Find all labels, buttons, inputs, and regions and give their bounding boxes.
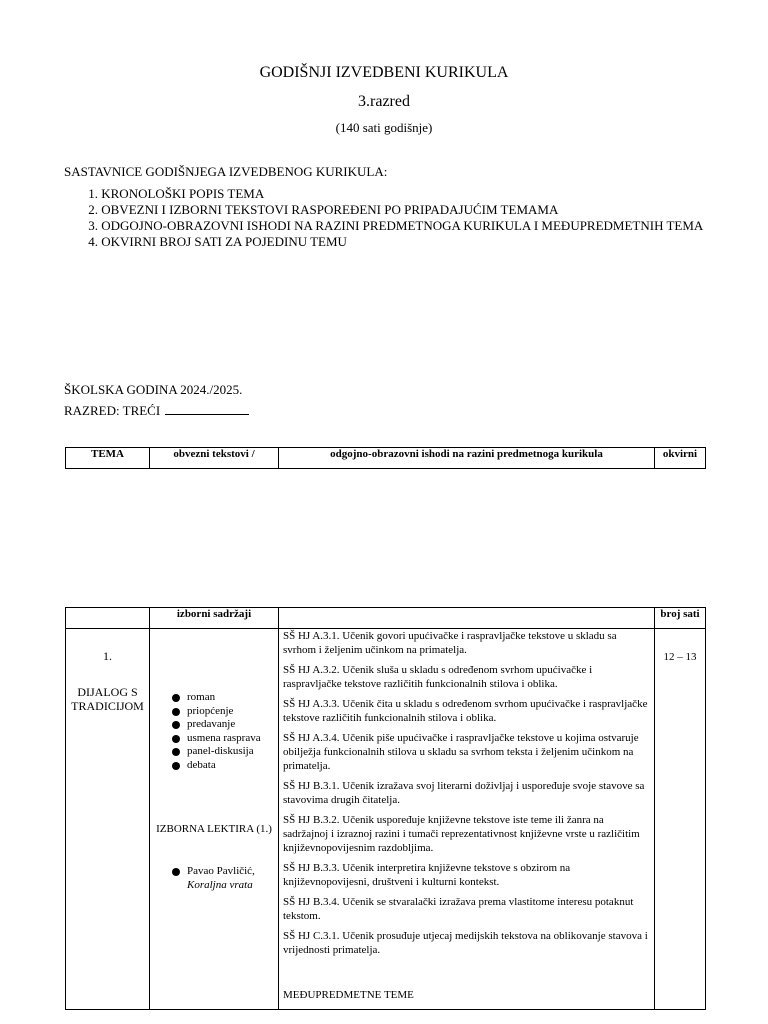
outcomes-cell	[279, 629, 655, 1010]
list-item	[64, 202, 703, 218]
outcome: SŠ HJ A.3.1. Učenik govori upućivačke i raspravljačke tekstove u skladu sa svrhom i željenim učinkom na primatelja.	[283, 630, 617, 656]
table-row	[66, 448, 706, 469]
list-item: predavanje	[150, 718, 261, 732]
list-item-number: 3.	[88, 218, 98, 233]
outcome: SŠ HJ B.3.3. Učenik interpretira književne tekstove s obzirom na književnopovijesni, društveni i kulturni kontekst.	[283, 862, 571, 888]
document-hours: (140 sati godišnje)	[335, 120, 433, 135]
list-item	[150, 865, 255, 892]
topic-name: DIJALOG S TRADICIJOM	[71, 685, 144, 713]
components-heading: SASTAVNICE GODIŠNJEGA IZVEDBENOG KURIKULA:	[64, 164, 388, 179]
list-item-number: 2.	[88, 202, 98, 217]
outcome: SŠ HJ A.3.3. Učenik čita u skladu s određenom svrhom upućivačke i raspravljačke tekstove različitih funkcionalnih stilova i oblika.	[283, 698, 648, 724]
document-title: GODIŠNJI IZVEDBENI KURIKULA	[259, 64, 509, 81]
list-item	[64, 234, 703, 250]
list-item	[64, 218, 703, 234]
hours-value: 12 – 13	[663, 651, 697, 663]
document-grade: 3.razred	[358, 93, 410, 110]
outcome: SŠ HJ A.3.4. Učenik piše upućivačke i raspravljačke tekstove u kojima ostvaruje obilježja funkcionalnih stilova u skladu sa svrhom teksta i željenim učinkom na primatelja.	[283, 732, 639, 772]
header-cell-texts: obvezni tekstovi /	[150, 448, 279, 469]
reading-author: Pavao Pavličić,	[187, 865, 255, 877]
cross-curricular-label: MEĐUPREDMETNE TEME	[283, 989, 414, 1001]
curriculum-table	[65, 607, 706, 1010]
subheader-cell-hours: broj sati	[655, 608, 706, 629]
table-row	[66, 608, 706, 629]
topic-cell	[66, 629, 150, 1010]
topic-number: 1.	[103, 649, 112, 663]
hours-cell	[655, 629, 706, 1010]
header-cell-topic: TEMA	[66, 448, 150, 469]
header-table	[65, 447, 706, 469]
table-row	[66, 629, 706, 1010]
elective-reading-label: IZBORNA LEKTIRA (1.)	[156, 823, 272, 835]
list-item-number: 1.	[88, 186, 98, 201]
list-item: usmena rasprava	[150, 732, 261, 746]
outcome: SŠ HJ B.3.2. Učenik uspoređuje književne tekstove iste teme ili žanra na sadržajnoj i izraznoj razini i tumači reprezentativnost književne vrste u različitim književnopovijesnim razdobljima.	[283, 814, 640, 854]
grade-line	[64, 403, 249, 419]
grade-line-text: RAZRED: TREĆI	[64, 403, 161, 418]
outcome: SŠ HJ A.3.2. Učenik sluša u skladu s određenom svrhom upućivačke i raspravljačke tekstove različitih funkcionalnih stilova i oblika.	[283, 664, 593, 690]
outcome: SŠ HJ B.3.4. Učenik se stvaralački izražava prema vlastitome interesu potaknut tekstom.	[283, 896, 634, 922]
subheader-cell-elective: izborni sadržaji	[150, 608, 279, 629]
header-cell-hours: okvirni	[655, 448, 706, 469]
list-item-text: ODGOJNO-OBRAZOVNI ISHODI NA RAZINI PREDMETNOGA KURIKULA I MEĐUPREDMETNIH TEMA	[101, 218, 704, 233]
school-year: ŠKOLSKA GODINA 2024./2025.	[64, 382, 243, 397]
list-item	[64, 186, 703, 202]
outcome: SŠ HJ B.3.1. Učenik izražava svoj literarni doživljaj i uspoređuje svoje stavove sa stavovima drugih čitatelja.	[283, 780, 645, 806]
header-cell-outcomes: odgojno-obrazovni ishodi na razini predmetnoga kurikula	[279, 448, 655, 469]
list-item-number: 4.	[88, 234, 98, 249]
reading-title: Koraljna vrata	[187, 878, 253, 891]
list-item: panel-diskusija	[150, 745, 261, 759]
reading-list	[150, 865, 255, 892]
texts-cell	[150, 629, 279, 1010]
list-item: priopćenje	[150, 705, 261, 719]
list-item-text: OBVEZNI I IZBORNI TEKSTOVI RASPOREĐENI PO PRIPADAJUĆIM TEMAMA	[101, 202, 559, 217]
subheader-cell-empty	[66, 608, 150, 629]
subheader-cell-empty	[279, 608, 655, 629]
list-item: debata	[150, 759, 261, 773]
fill-in-blank	[165, 403, 249, 415]
text-forms-list	[150, 691, 261, 772]
components-list	[64, 186, 703, 250]
list-item-text: OKVIRNI BROJ SATI ZA POJEDINU TEMU	[101, 234, 347, 249]
list-item: roman	[150, 691, 261, 705]
list-item-text: KRONOLOŠKI POPIS TEMA	[101, 186, 265, 201]
outcome: SŠ HJ C.3.1. Učenik prosuđuje utjecaj medijskih tekstova na oblikovanje stavova i vrijednosti primatelja.	[283, 930, 648, 956]
